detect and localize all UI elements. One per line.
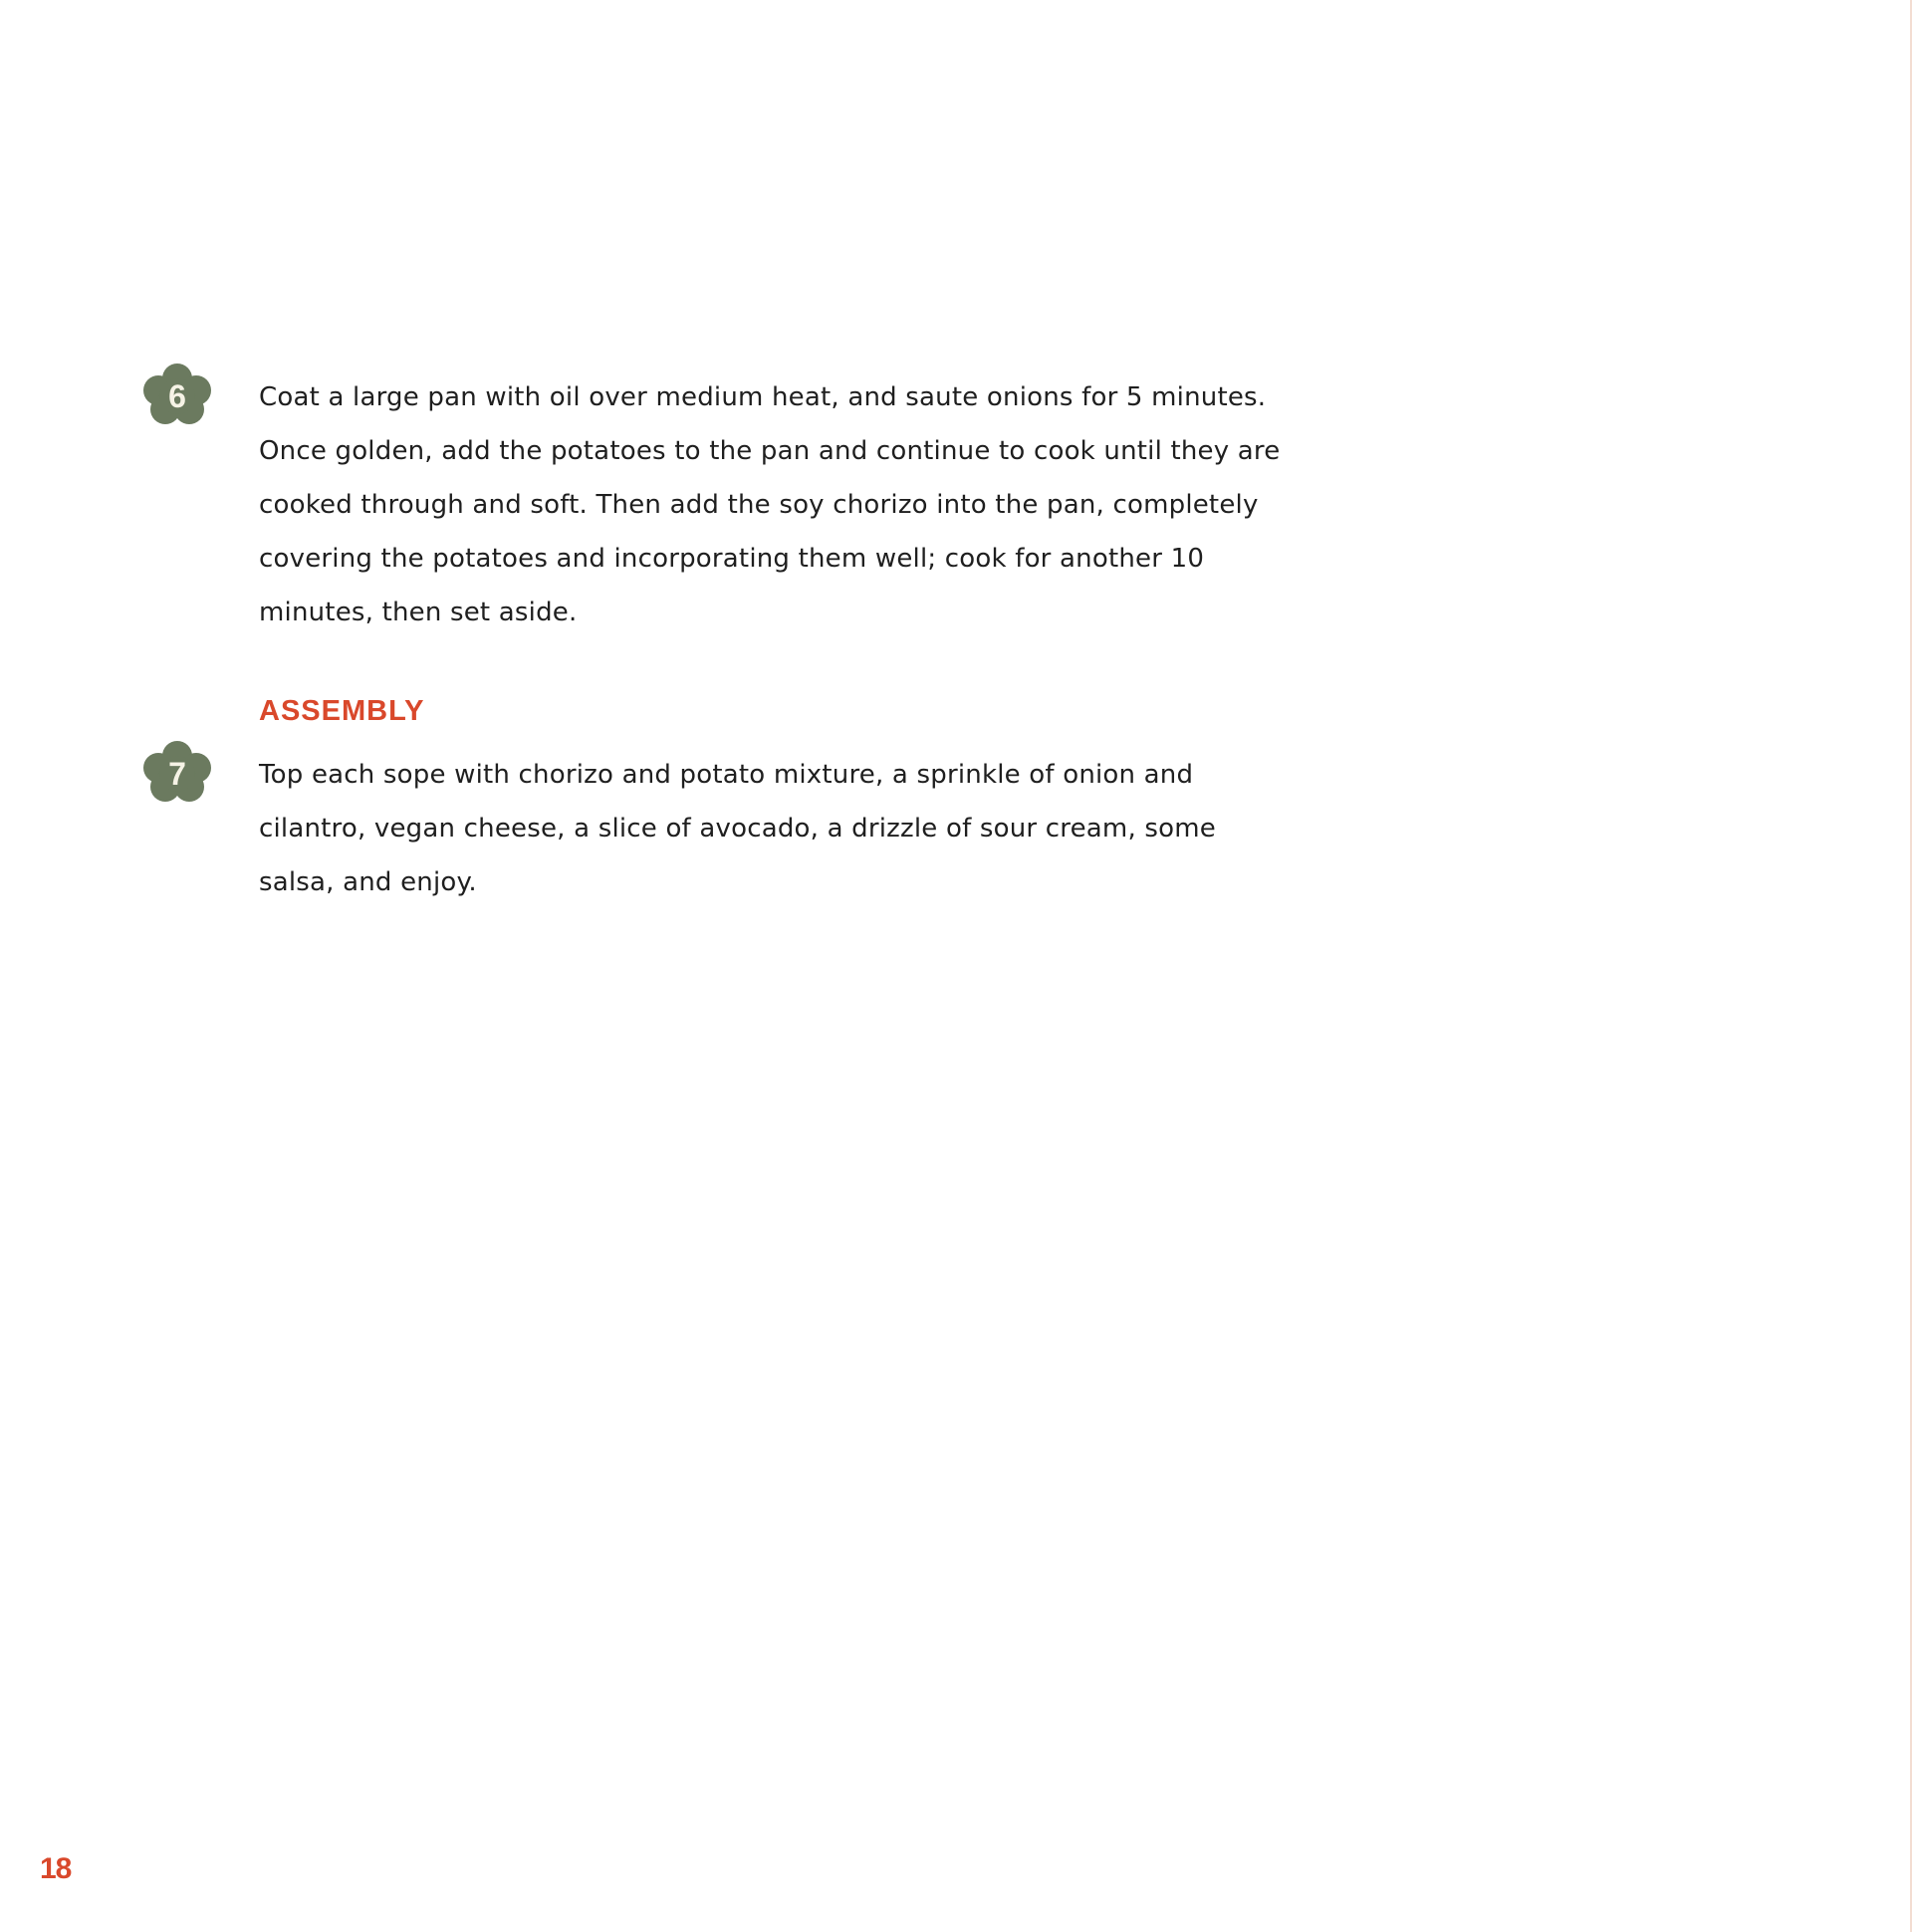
flower-badge-icon <box>139 740 215 806</box>
step-number: 7 <box>168 756 186 792</box>
step-number: 6 <box>168 378 186 414</box>
step-badge <box>139 740 215 806</box>
step-text: Top each sope with chorizo and potato mixture, a sprinkle of onion and cilantro, vegan cheese, a slice of avocado, a drizzle of sour cream, some salsa, and enjoy. <box>259 760 1216 897</box>
step-badge <box>139 362 215 428</box>
flower-badge-icon <box>139 362 215 428</box>
page-number: 18 <box>40 1852 72 1885</box>
section-heading-assembly: ASSEMBLY <box>259 695 425 727</box>
step-text: Coat a large pan with oil over medium heat, and saute onions for 5 minutes. Once golden, add the potatoes to the pan and continue to cook until they are cooked through and soft. Then add the soy chorizo into the pan, completely covering the potatoes and incorporating them well; cook for another 10 minutes, then set aside. <box>259 382 1281 627</box>
